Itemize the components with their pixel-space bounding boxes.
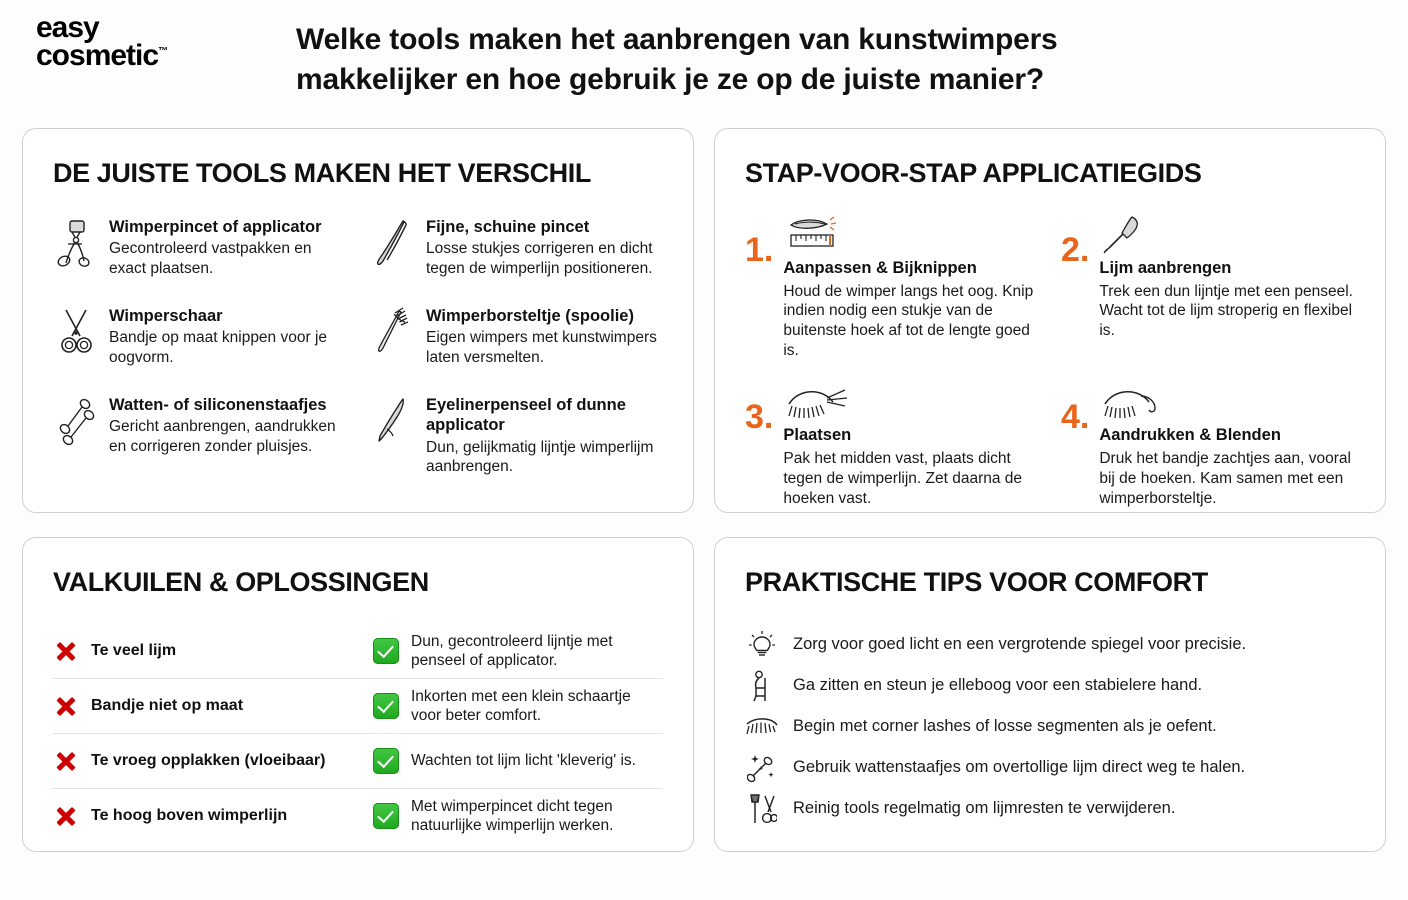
brand-logo xyxy=(36,11,246,72)
solution-text: Inkorten met een klein schaartje voor beter comfort. xyxy=(411,687,631,724)
solution-text: Wachten tot lijm licht 'kleverig' is. xyxy=(411,752,636,770)
tips-list xyxy=(745,624,1355,829)
tip-row xyxy=(745,624,1355,665)
step-body xyxy=(1099,215,1355,341)
tool-desc: Losse stukjes corrigeren en dicht tegen de wimperlijn positioneren. xyxy=(426,240,653,277)
solution-cell xyxy=(373,797,663,836)
step-desc: Houd de wimper langs het oog. Knip indien nodig een stukje van de buitenste hoek af tot de lengte goed is. xyxy=(783,282,1034,359)
brand-logo-line1: easy xyxy=(36,11,99,44)
pitfall-row xyxy=(53,734,663,789)
cotton-swab-icon xyxy=(53,393,99,449)
tool-desc: Gecontroleerd vastpakken en exact plaatsen. xyxy=(109,240,312,277)
step-item xyxy=(1061,215,1355,360)
page-title: Welke tools maken het aanbrengen van kunstwimpers makkelijker en hoe gebruik je ze op de juiste manier? xyxy=(296,23,1058,96)
card-grid xyxy=(0,128,1408,852)
tool-desc: Gericht aanbrengen, aandrukken en corrigeren zonder pluisjes. xyxy=(109,418,336,455)
eye-lash-placing-icon xyxy=(783,382,1039,422)
cross-icon xyxy=(53,638,79,664)
glue-applicator-icon xyxy=(1099,215,1355,255)
page-header xyxy=(0,0,1408,128)
step-name: Lijm aanbrengen xyxy=(1099,259,1232,277)
tool-name: Watten- of siliconenstaafjes xyxy=(109,396,327,415)
tips-card xyxy=(714,537,1386,852)
eye-lash-press-icon xyxy=(1099,382,1355,422)
tool-text xyxy=(426,304,663,367)
step-body xyxy=(783,382,1039,508)
tip-text: Ga zitten en steun je elleboog voor een stabielere hand. xyxy=(793,676,1203,695)
tip-row xyxy=(745,788,1355,829)
tool-name: Wimperpincet of applicator xyxy=(109,218,322,236)
cross-icon xyxy=(53,693,79,719)
tip-row xyxy=(745,665,1355,706)
check-icon xyxy=(373,748,399,774)
problem-cell xyxy=(53,748,373,774)
pitfalls-card-title: VALKUILEN & OPLOSSINGEN xyxy=(53,567,429,597)
tool-item xyxy=(370,215,663,278)
pitfall-row xyxy=(53,679,663,734)
tool-name: Wimperschaar xyxy=(109,307,223,326)
tool-desc: Dun, gelijkmatig lijntje wimperlijm aanbrengen. xyxy=(426,438,654,476)
solution-cell xyxy=(373,748,663,774)
check-icon xyxy=(373,638,399,664)
tool-desc: Bandje op maat knippen voor je oogvorm. xyxy=(109,329,328,366)
check-icon xyxy=(373,693,399,719)
tool-text xyxy=(426,393,663,476)
tools-card-title: DE JUISTE TOOLS MAKEN HET VERSCHIL xyxy=(53,158,591,188)
step-desc: Pak het midden vast, plaats dicht tegen de wimperlijn. Zet daarna de hoeken vast. xyxy=(783,450,1023,507)
seated-person-icon xyxy=(745,669,779,703)
step-name: Plaatsen xyxy=(783,426,852,445)
tool-text xyxy=(109,304,346,367)
problem-cell xyxy=(53,638,373,664)
lightbulb-icon xyxy=(745,628,779,662)
tip-text: Gebruik wattenstaafjes om overtollige lijm direct weg te halen. xyxy=(793,758,1246,777)
steps-card-title: STAP-VOOR-STAP APPLICATIEGIDS xyxy=(745,158,1202,188)
spoolie-brush-icon xyxy=(370,304,416,360)
solution-text: Dun, gecontroleerd lijntje met penseel of applicator. xyxy=(411,632,613,669)
lashes-icon xyxy=(745,710,779,744)
clean-tools-icon xyxy=(745,792,779,826)
steps-card xyxy=(714,128,1386,513)
tips-card-title: PRAKTISCHE TIPS VOOR COMFORT xyxy=(745,567,1208,597)
tip-row xyxy=(745,747,1355,788)
tools-card xyxy=(22,128,694,513)
lash-ruler-measure-icon xyxy=(783,215,1039,255)
tool-item xyxy=(53,215,346,278)
tool-item xyxy=(53,393,346,476)
tip-text: Begin met corner lashes of losse segmenten als je oefent. xyxy=(793,717,1217,736)
step-number: 1. xyxy=(745,231,774,269)
problem-cell xyxy=(53,803,373,829)
step-item xyxy=(745,215,1039,360)
trademark-symbol: ™ xyxy=(158,45,169,57)
eyeliner-brush-icon xyxy=(370,393,416,449)
problem-text: Te hoog boven wimperlijn xyxy=(91,807,288,825)
brand-logo-line2: cosmetic™ xyxy=(36,38,169,72)
step-body xyxy=(783,215,1039,360)
tool-text xyxy=(109,215,346,278)
tool-item xyxy=(53,304,346,367)
step-item xyxy=(745,382,1039,508)
step-name: Aanpassen & Bijknippen xyxy=(783,259,977,277)
cross-icon xyxy=(53,803,79,829)
cross-icon xyxy=(53,748,79,774)
step-name: Aandrukken & Blenden xyxy=(1099,426,1281,445)
tool-item xyxy=(370,393,663,476)
solution-cell xyxy=(373,687,663,726)
tip-text: Zorg voor goed licht en een vergrotende spiegel voor precisie. xyxy=(793,635,1247,654)
tool-text xyxy=(426,215,663,278)
pitfalls-card xyxy=(22,537,694,852)
tip-row xyxy=(745,706,1355,747)
step-desc: Trek een dun lijntje met een penseel. Wacht tot de lijm stroperig en flexibel is. xyxy=(1099,282,1353,340)
tweezers-icon xyxy=(370,215,416,271)
step-body xyxy=(1099,382,1355,508)
tool-name: Wimperborsteltje (spoolie) xyxy=(426,307,634,326)
tool-name: Eyelinerpenseel of dunne applicator xyxy=(426,396,626,435)
solution-cell xyxy=(373,632,663,671)
tool-item xyxy=(370,304,663,367)
solution-text: Met wimperpincet dicht tegen natuurlijke wimperlijn werken. xyxy=(411,797,614,834)
step-desc: Druk het bandje zachtjes aan, vooral bij de hoeken. Kam samen met een wimperborsteltje. xyxy=(1099,450,1351,507)
problem-text: Te vroeg opplakken (vloeibaar) xyxy=(91,752,326,770)
scissors-icon xyxy=(53,304,99,360)
tool-desc: Eigen wimpers met kunstwimpers laten versmelten. xyxy=(426,329,657,366)
step-number: 3. xyxy=(745,398,774,437)
step-number: 4. xyxy=(1061,398,1090,437)
pitfalls-list xyxy=(53,624,663,843)
tool-name: Fijne, schuine pincet xyxy=(426,218,590,236)
problem-text: Bandje niet op maat xyxy=(91,697,244,715)
check-icon xyxy=(373,803,399,829)
step-item xyxy=(1061,382,1355,508)
tip-text: Reinig tools regelmatig om lijmresten te verwijderen. xyxy=(793,799,1176,818)
problem-text: Te veel lijm xyxy=(91,642,177,660)
pitfall-row xyxy=(53,624,663,679)
eyelash-curler-icon xyxy=(53,215,99,271)
step-number: 2. xyxy=(1061,231,1090,269)
tools-list xyxy=(53,215,663,477)
sparkle-swab-icon xyxy=(745,751,779,785)
tool-text xyxy=(109,393,346,456)
problem-cell xyxy=(53,693,373,719)
steps-list xyxy=(745,215,1355,508)
pitfall-row xyxy=(53,789,663,843)
